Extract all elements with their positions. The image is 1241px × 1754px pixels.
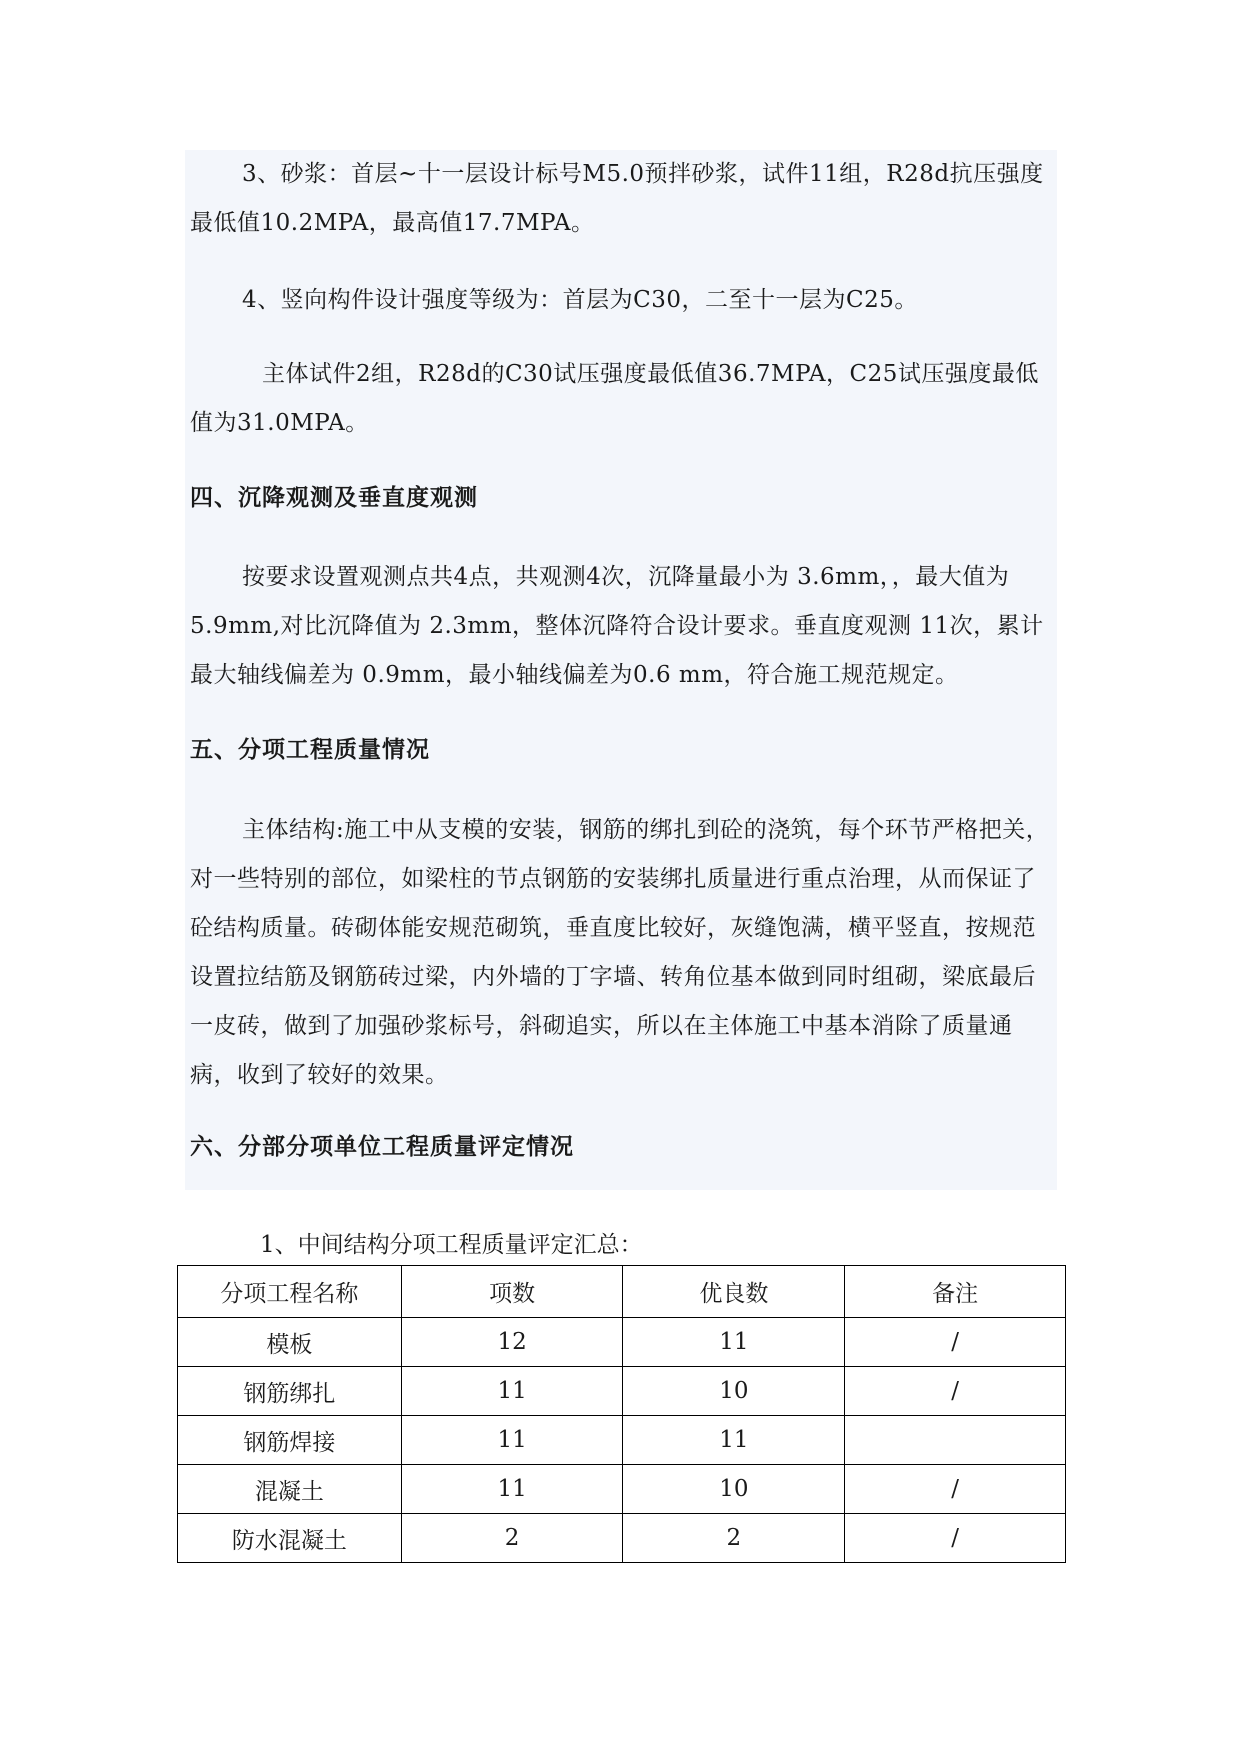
table-cell: 11 [401, 1367, 623, 1416]
table-row [178, 1514, 1066, 1563]
table-cell: 11 [623, 1318, 845, 1367]
table-cell: 11 [401, 1416, 623, 1465]
heading-subproject-quality: 五、分项工程质量情况 [190, 736, 430, 763]
table-cell [845, 1416, 1066, 1465]
table-cell: / [845, 1318, 1066, 1367]
table-row [178, 1318, 1066, 1367]
table-cell: 钢筋绑扎 [178, 1367, 402, 1416]
header-cell-excellent: 优良数 [623, 1266, 845, 1318]
table-cell: 模板 [178, 1318, 402, 1367]
header-cell-name: 分项工程名称 [178, 1266, 402, 1318]
header-cell-count: 项数 [401, 1266, 623, 1318]
table-row [178, 1367, 1066, 1416]
table-header-row [178, 1266, 1066, 1318]
table-cell: 钢筋焊接 [178, 1416, 402, 1465]
table-row [178, 1465, 1066, 1514]
paragraph-main-structure: 主体结构:施工中从支模的安装，钢筋的绑扎到砼的浇筑，每个环节严格把关，对一些特别的部位，如梁柱的节点钢筋的安装绑扎质量进行重点治理，从而保证了砼结构质量。砖砌体能安规范砌筑，垂直度比较好，灰缝饱满，横平竖直，按规范设置拉结筋及钢筋砖过梁，内外墙的丁字墙、转角位基本做到同时组砌，梁底最后一皮砖，做到了加强砂浆标号，斜砌追实，所以在主体施工中基本消除了质量通病，收到了较好的效果。 [190, 817, 1050, 1088]
paragraph-mortar: 3、砂浆：首层~十一层设计标号M5.0预拌砂浆，试件11组，R28d抗压强度最低值10.2MPA，最高值17.7MPA。 [190, 161, 1044, 236]
heading-settlement: 四、沉降观测及垂直度观测 [190, 484, 478, 511]
table-cell: 混凝土 [178, 1465, 402, 1514]
quality-summary-table [177, 1265, 1066, 1563]
table-cell: 11 [401, 1465, 623, 1514]
paragraph-settlement: 按要求设置观测点共4点，共观测4次，沉降量最小为 3.6mm，，最大值为5.9mm,对比沉降值为 2.3mm，整体沉降符合设计要求。垂直度观测 11次，累计最大轴线偏差为 0.9mm，最小轴线偏差为0.6 mm，符合施工规范规定。 [190, 564, 1044, 688]
table-cell: 2 [623, 1514, 845, 1563]
table-cell: 12 [401, 1318, 623, 1367]
table-cell: 10 [623, 1465, 845, 1514]
paragraph-strength-grade: 4、竖向构件设计强度等级为：首层为C30，二至十一层为C25。 [242, 287, 918, 313]
table-cell: 10 [623, 1367, 845, 1416]
table-cell: / [845, 1514, 1066, 1563]
paragraph-specimens: 主体试件2组，R28d的C30试压强度最低值36.7MPA，C25试压强度最低值为31.0MPA。 [190, 361, 1039, 436]
table-cell: 2 [401, 1514, 623, 1563]
table-cell: 11 [623, 1416, 845, 1465]
table-caption: 1、中间结构分项工程质量评定汇总： [260, 1232, 643, 1258]
header-cell-remark: 备注 [845, 1266, 1066, 1318]
table-row [178, 1416, 1066, 1465]
table-cell: / [845, 1465, 1066, 1514]
table-cell: / [845, 1367, 1066, 1416]
table-cell: 防水混凝土 [178, 1514, 402, 1563]
heading-quality-assessment: 六、分部分项单位工程质量评定情况 [190, 1133, 574, 1160]
